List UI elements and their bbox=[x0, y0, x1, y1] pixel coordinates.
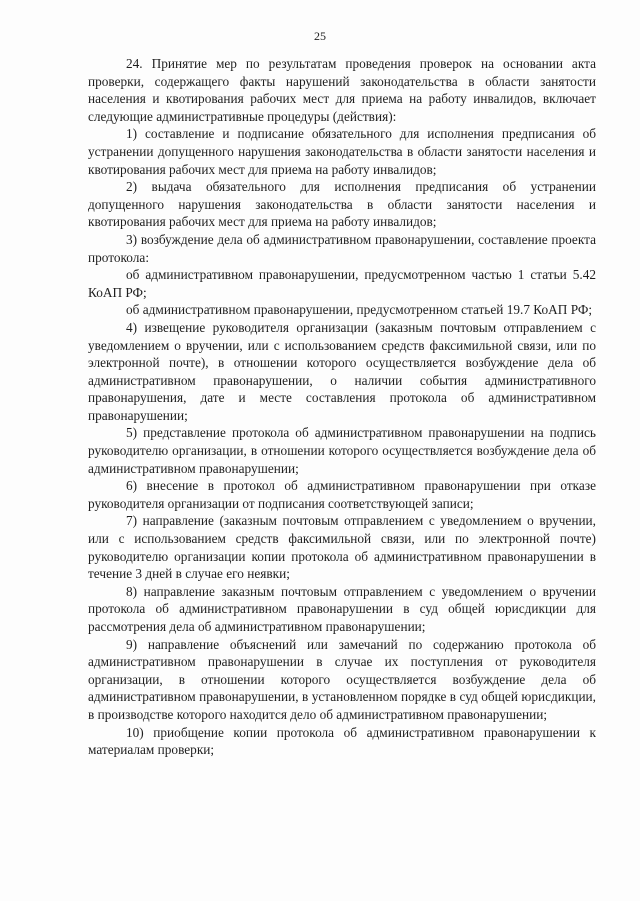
list-item-4: 4) извещение руководителя организации (заказным почтовым отправлением с уведомлением о вручении, или с использованием средств факсимильной связи, или по электронной почте), в отношении которого осуществляется возбуждение дела об административном правонарушении, о наличии события административного правонарушения, дате и месте составления протокола об административном правонарушении; bbox=[88, 319, 596, 423]
list-item-9: 9) направление объяснений или замечаний по содержанию протокола об административном правонарушении в случае их поступления от руководителя организации, в отношении которого осуществляется возбуждение дела об административном правонарушении, в установленном порядке в суд общей юрисдикции, в производстве которого находится дело об административном правонарушении; bbox=[88, 636, 596, 722]
document-body bbox=[88, 55, 596, 759]
list-item-8: 8) направление заказным почтовым отправлением с уведомлением о вручении протокола об административном правонарушении в суд общей юрисдикции для рассмотрения дела об административном правонарушении; bbox=[88, 583, 596, 634]
list-item-3-sub-2: об административном правонарушении, предусмотренном статьей 19.7 КоАП РФ; bbox=[126, 302, 593, 318]
list-item-2: 2) выдача обязательного для исполнения предписания об устранении допущенного нарушения законодательства в области занятости населения и квотирования рабочих мест для приема на работу инвалидов; bbox=[88, 179, 596, 230]
list-item-3-sub-1: об административном правонарушении, предусмотренном частью 1 статьи 5.42 КоАП РФ; bbox=[88, 267, 596, 300]
list-item-5: 5) представление протокола об административном правонарушении на подпись руководителю организации, в отношении которого осуществляется возбуждение дела об административном правонарушении; bbox=[88, 425, 596, 476]
list-item-3: 3) возбуждение дела об административном правонарушении, составление проекта протокола: bbox=[88, 231, 596, 265]
page-number: 25 bbox=[314, 29, 326, 43]
list-item-7: 7) направление (заказным почтовым отправлением с уведомлением о вручении, или с использованием средств факсимильной связи, или по электронной почте) руководителю организации копии протокола об административном правонарушении в течение 3 дней в случае его неявки; bbox=[88, 513, 596, 582]
list-item-6: 6) внесение в протокол об административном правонарушении при отказе руководителя организации от подписания соответствующей записи; bbox=[88, 478, 596, 511]
list-item-10: 10) приобщение копии протокола об административном правонарушении к материалам проверки; bbox=[88, 724, 596, 758]
paragraph-24-intro: 24. Принятие мер по результатам проведения проверок на основании акта проверки, содержащего факты нарушений законодательства в области занятости населения и квотирования рабочих мест для приема на работу инвалидов, включает следующие административные процедуры (действия): bbox=[88, 56, 596, 124]
list-item-1: 1) составление и подписание обязательного для исполнения предписания об устранении допущенного нарушения законодательства в области занятости населения и квотирования рабочих мест для приема на работу инвалидов; bbox=[88, 126, 596, 177]
